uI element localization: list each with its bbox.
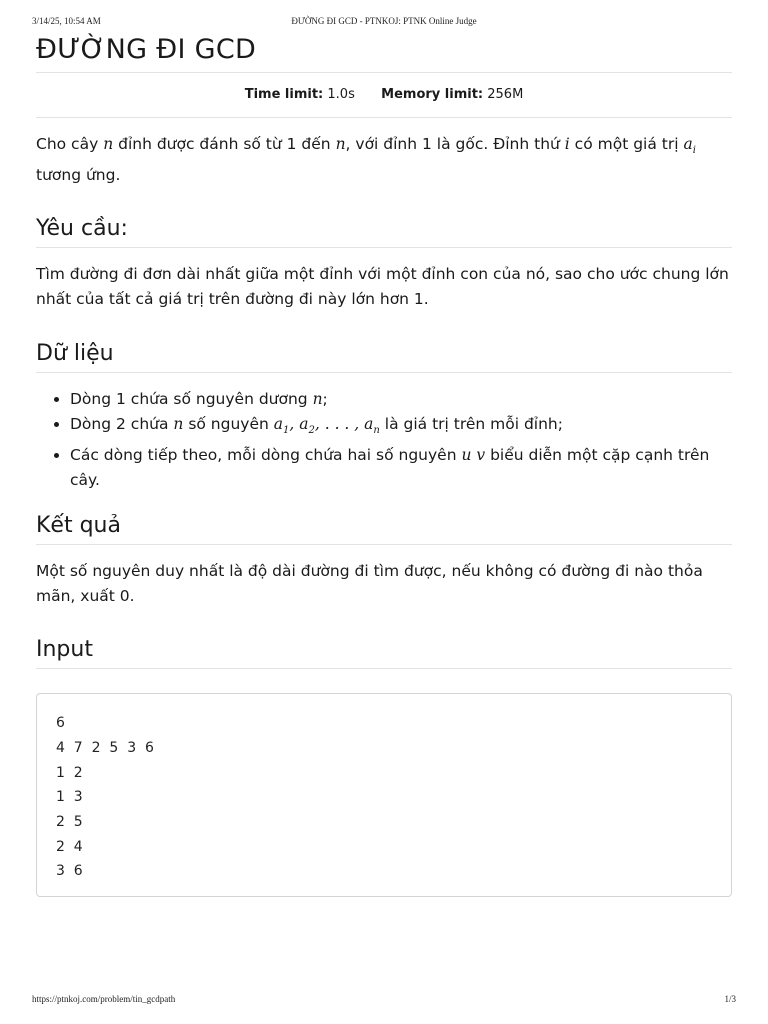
sample-input-box [36, 693, 732, 897]
problem-limits [36, 85, 732, 105]
math-a-i: $a_i$ [683, 135, 696, 157]
requirement-heading: Yêu cầu: [36, 212, 732, 248]
math-n: n [312, 390, 323, 409]
list-item: • Dòng 1 chứa số nguyên dương n; [70, 387, 732, 412]
list-item: • Dòng 2 chứa n số nguyên $a_1$, $a_2$, . . . , $a_n$ là giá trị trên mỗi đỉnh; [70, 412, 732, 443]
print-document-title: ĐƯỜNG ĐI GCD - PTNKOJ: PTNK Online Judge [291, 16, 477, 26]
math-n: n [103, 135, 114, 153]
math-n: n [335, 135, 346, 153]
print-page-number: 1/3 [724, 994, 736, 1004]
time-limit-value: 1.0s [327, 87, 355, 102]
print-header [32, 16, 736, 30]
print-url: https://ptnkoj.com/problem/tin_gcdpath [32, 994, 176, 1004]
result-heading: Kết quả [36, 509, 732, 545]
result-text: Một số nguyên duy nhất là độ dài đường đi tìm được, nếu không có đường đi nào thỏa mãn, xuất 0. [36, 562, 703, 606]
data-list [36, 387, 732, 493]
problem-title: ĐƯỜNG ĐI GCD [36, 30, 732, 73]
print-datetime: 3/14/25, 10:54 AM [32, 16, 101, 26]
memory-limit-value: 256M [487, 87, 524, 102]
math-sequence: $a_1$, $a_2$, . . . , $a_n$ [273, 415, 380, 437]
problem-content [36, 30, 732, 897]
sample-input-code: 6 4 7 2 5 3 6 1 2 1 3 2 5 2 4 3 6 [56, 715, 154, 880]
math-u-v: u v [461, 446, 486, 465]
limits-divider [36, 117, 732, 118]
time-limit-label: Time limit: [244, 87, 324, 102]
input-heading: Input [36, 633, 732, 669]
problem-intro: Cho cây n đỉnh được đánh số từ 1 đến n, với đỉnh 1 là gốc. Đỉnh thứ i có một giá trị $a_i$ tương ứng. [36, 135, 696, 185]
requirement-text: Tìm đường đi đơn dài nhất giữa một đỉnh với một đỉnh con của nó, sao cho ước chung lớn nhất của tất cả giá trị trên đường đi này lớn hơn 1. [36, 265, 729, 309]
math-n: n [173, 415, 184, 434]
math-i: i [564, 135, 570, 153]
print-footer [32, 994, 736, 1008]
data-heading: Dữ liệu [36, 337, 732, 373]
list-item: • Các dòng tiếp theo, mỗi dòng chứa hai số nguyên u v biểu diễn một cặp cạnh trên cây. [70, 443, 732, 493]
memory-limit-label: Memory limit: [381, 87, 484, 102]
